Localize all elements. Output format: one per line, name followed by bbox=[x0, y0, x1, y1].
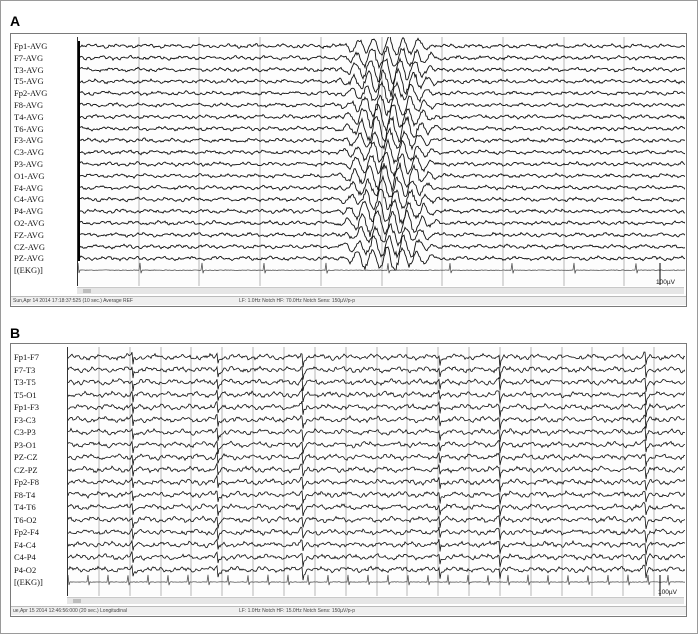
eeg-trace bbox=[78, 37, 685, 55]
scrollbar-b[interactable] bbox=[67, 597, 684, 604]
left-marker bbox=[78, 41, 80, 261]
channel-label: PZ-AVG bbox=[14, 253, 45, 264]
channel-label: T3-AVG bbox=[14, 64, 44, 75]
status-bar-a bbox=[11, 296, 686, 305]
channel-label: Fp2-F8 bbox=[14, 477, 40, 487]
eeg-trace bbox=[68, 452, 685, 466]
eeg-trace bbox=[78, 235, 685, 257]
channel-label: F8-AVG bbox=[14, 100, 44, 110]
status-left-b: ue,Apr 15 2014 12:46:56:000 (20 sec.) Longitudinal bbox=[13, 608, 127, 614]
eeg-trace bbox=[78, 177, 685, 197]
scroll-thumb-a[interactable] bbox=[83, 289, 91, 293]
eeg-trace bbox=[78, 152, 685, 176]
channel-label: T4-AVG bbox=[14, 111, 44, 122]
eeg-trace bbox=[68, 491, 685, 505]
channel-label: T5-AVG bbox=[14, 76, 44, 87]
panel-b-letter: B bbox=[10, 325, 21, 341]
panel-a-letter: A bbox=[10, 13, 21, 29]
eeg-trace bbox=[78, 94, 685, 117]
eeg-trace bbox=[68, 440, 685, 454]
eeg-trace bbox=[78, 200, 685, 224]
status-bar-b bbox=[11, 606, 686, 615]
channel-label: C4-P4 bbox=[14, 552, 36, 562]
status-left-a: Sun,Apr 14 2014 17:18:37:525 (10 sec.) Average REF bbox=[13, 298, 133, 304]
channel-label: T4-T6 bbox=[14, 502, 36, 512]
eeg-trace bbox=[68, 565, 685, 580]
status-right-a: LF: 1.0Hz Notch HF: 70.0Hz Notch Sens: 150µV/p-p bbox=[239, 298, 355, 304]
channel-label: Fp2-AVG bbox=[14, 88, 48, 99]
eeg-panel-a bbox=[10, 33, 687, 307]
channel-label: Fp1-AVG bbox=[14, 41, 48, 51]
eeg-trace bbox=[78, 163, 685, 191]
channel-label: F8-T4 bbox=[14, 489, 36, 500]
channel-label: O2-AVG bbox=[14, 218, 45, 228]
channel-label: Fp1-F7 bbox=[14, 352, 40, 362]
channel-label: F7-T3 bbox=[14, 364, 36, 375]
channel-label: C4-AVG bbox=[14, 194, 45, 205]
channel-label: P4-O2 bbox=[14, 564, 37, 575]
channel-labels-b bbox=[11, 344, 67, 616]
eeg-panel-b bbox=[10, 343, 687, 617]
channel-label: Fp1-F3 bbox=[14, 402, 40, 412]
scroll-thumb-b[interactable] bbox=[73, 599, 81, 603]
channel-label: PZ-CZ bbox=[14, 452, 38, 462]
eeg-trace bbox=[68, 352, 685, 368]
scrollbar-a[interactable] bbox=[77, 287, 684, 294]
channel-label: [(EKG)] bbox=[14, 577, 43, 587]
channel-label: P4-AVG bbox=[14, 206, 44, 217]
eeg-trace bbox=[78, 224, 685, 246]
channel-label: O1-AVG bbox=[14, 170, 45, 181]
eeg-trace bbox=[78, 210, 685, 237]
status-right-b: LF: 1.0Hz Notch HF: 15.0Hz Notch Sens: 150µV/p-p bbox=[239, 608, 355, 614]
channel-label: [(EKG)] bbox=[14, 265, 43, 276]
trace-area-a[interactable] bbox=[77, 37, 685, 286]
eeg-trace bbox=[68, 551, 685, 566]
eeg-trace bbox=[68, 389, 685, 406]
trace-area-b[interactable] bbox=[67, 347, 685, 596]
eeg-trace bbox=[78, 104, 685, 130]
scale-bar-label-b: 100µV bbox=[658, 589, 677, 596]
eeg-trace bbox=[68, 516, 685, 529]
channel-label: F4-C4 bbox=[14, 539, 36, 550]
channel-label: T6-O2 bbox=[14, 514, 37, 525]
eeg-trace bbox=[68, 365, 685, 380]
scale-bar-label-a: 100µV bbox=[656, 279, 675, 286]
ekg-trace bbox=[68, 575, 685, 586]
channel-label: F7-AVG bbox=[14, 52, 44, 63]
channel-label: T3-T5 bbox=[14, 377, 36, 387]
eeg-trace bbox=[68, 463, 685, 479]
channel-label: T5-O1 bbox=[14, 389, 37, 400]
channel-label: C3-P3 bbox=[14, 427, 36, 437]
channel-label: T6-AVG bbox=[14, 123, 44, 134]
channel-label: Fp2-F4 bbox=[14, 527, 40, 537]
eeg-trace bbox=[78, 47, 685, 68]
channel-label: CZ-AVG bbox=[14, 241, 46, 252]
eeg-trace bbox=[68, 427, 685, 442]
eeg-traces-b bbox=[68, 347, 685, 596]
eeg-trace bbox=[68, 401, 685, 417]
eeg-trace bbox=[68, 527, 685, 543]
channel-label: F3-C3 bbox=[14, 414, 36, 425]
channel-label: P3-AVG bbox=[14, 159, 44, 169]
channel-label: F4-AVG bbox=[14, 182, 44, 193]
ekg-trace bbox=[78, 263, 685, 274]
eeg-trace bbox=[78, 117, 685, 142]
eeg-trace bbox=[78, 247, 685, 270]
channel-label: P3-O1 bbox=[14, 439, 37, 450]
eeg-trace bbox=[78, 140, 685, 163]
channel-label: FZ-AVG bbox=[14, 229, 45, 240]
eeg-trace bbox=[68, 378, 685, 392]
channel-label: F3-AVG bbox=[14, 135, 44, 146]
eeg-traces-a bbox=[78, 37, 685, 286]
channel-label: CZ-PZ bbox=[14, 464, 38, 475]
eeg-trace bbox=[68, 476, 685, 493]
eeg-trace bbox=[68, 414, 685, 430]
eeg-trace bbox=[68, 539, 685, 555]
channel-label: C3-AVG bbox=[14, 147, 45, 158]
channel-labels-a bbox=[11, 34, 77, 306]
eeg-trace bbox=[68, 502, 685, 516]
